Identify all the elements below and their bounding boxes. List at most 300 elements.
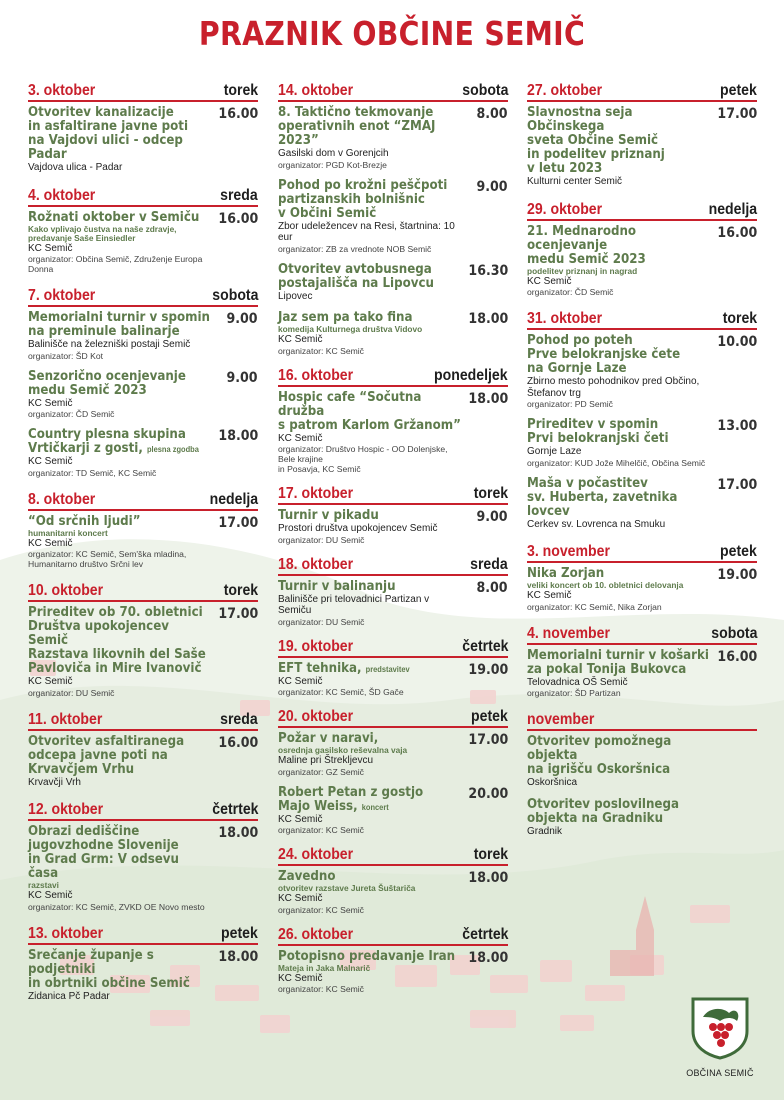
event-time: 18.00 <box>218 948 258 965</box>
day-block <box>28 709 258 789</box>
event-title <box>278 580 463 594</box>
event-location: Krvavčji Vrh <box>28 776 81 788</box>
event-title-line: postajališča na Lipovcu <box>278 275 434 291</box>
event-location: Gradnik <box>527 825 563 837</box>
event-location: Zbirno mesto pohodnikov pred Občino, <box>527 376 700 387</box>
event-title <box>28 825 213 881</box>
event-title <box>28 311 213 339</box>
day-date: 26. oktober <box>278 925 354 943</box>
event-item <box>278 870 508 915</box>
event-title <box>278 950 463 964</box>
day-header <box>28 185 258 207</box>
event-item <box>527 418 757 468</box>
event-title-line: Pavloviča in Mire Ivanovič <box>28 661 202 676</box>
day-block <box>278 365 508 475</box>
event-item <box>278 509 508 545</box>
event-organizer: organizator: KC Semič, ŠD Gače <box>278 687 404 697</box>
day-block <box>278 636 508 698</box>
day-block <box>28 799 258 912</box>
event-title-line: 8. Taktično tekmovanje <box>278 105 434 120</box>
day-weekday: sobota <box>211 287 258 304</box>
day-weekday: petek <box>720 543 757 560</box>
event-organizer: organizator: Občina Semič, Združenje Europa Donna <box>28 254 203 274</box>
event-location: KC Semič <box>278 334 323 345</box>
event-title-line: in podelitev priznanj <box>527 147 665 162</box>
event-organizer: organizator: DU Semič <box>278 616 365 627</box>
event-title-line: na Gornje Laze <box>527 361 627 376</box>
day-header <box>278 924 508 946</box>
event-time: 9.00 <box>476 178 508 195</box>
event-location: Gasilski dom v Gorenjcih <box>278 148 389 159</box>
event-title <box>527 106 712 176</box>
day-date: 24. oktober <box>278 846 354 863</box>
event-title <box>278 662 463 676</box>
day-header <box>527 199 757 221</box>
event-item <box>527 567 757 612</box>
event-title-line: Krvavčjem Vrhu <box>28 761 135 777</box>
event-location: Balinišče pri telovadnici Partizan v Semiču <box>278 593 430 616</box>
event-title-line: na preminule balinarje <box>28 324 180 339</box>
event-location: KC Semič <box>28 890 73 901</box>
day-header <box>527 80 757 102</box>
day-weekday: četrtek <box>211 801 258 818</box>
event-item <box>527 649 757 699</box>
day-block <box>278 80 508 356</box>
event-location: KC Semič <box>278 893 323 904</box>
day-header <box>28 580 258 602</box>
event-organizer: in Posavja, KC Semič <box>278 464 361 474</box>
event-title <box>527 649 712 677</box>
event-title-line: jugovzhodne Slovenije <box>28 838 179 853</box>
day-block <box>278 844 508 915</box>
event-title <box>527 477 712 519</box>
event-title-line: Nika Zorjan <box>527 566 605 581</box>
event-location: KC Semič <box>28 242 73 254</box>
event-time: 9.00 <box>226 311 258 327</box>
event-subtitle: Kako vplivajo čustva na naše zdravje, <box>28 223 177 234</box>
day-date: 18. oktober <box>278 555 354 573</box>
event-subtitle: Mateja in Jaka Malnarič <box>278 962 371 973</box>
event-location: KC Semič <box>527 275 572 287</box>
day-date: november <box>527 711 595 728</box>
day-header <box>278 554 508 576</box>
event-title-line: Memorialni turnir v košarki <box>527 647 709 663</box>
event-title-line: Slavnostna seja Občinskega <box>527 105 633 134</box>
event-title-line: Obrazi dediščine <box>28 824 140 839</box>
event-item <box>278 786 508 836</box>
day-weekday: petek <box>471 708 508 725</box>
event-location: KC Semič <box>278 432 323 444</box>
event-title <box>527 735 712 777</box>
event-time: 17.00 <box>468 732 508 748</box>
event-title-line: Razstava likovnih del Saše <box>28 647 206 662</box>
event-location: KC Semič <box>278 675 323 687</box>
day-block <box>278 706 508 835</box>
day-date: 20. oktober <box>278 708 354 725</box>
day-date: 4. november <box>527 624 610 642</box>
day-weekday: sreda <box>220 186 258 204</box>
event-item <box>527 225 757 298</box>
event-title-line: za pokal Tonija Bukovca <box>527 661 687 677</box>
event-location: Kulturni center Semič <box>527 176 623 187</box>
event-time: 8.00 <box>476 579 508 596</box>
day-block <box>527 199 757 298</box>
event-title-line: “Od srčnih ljudi” <box>28 513 141 529</box>
day-weekday: torek <box>223 582 258 599</box>
event-title <box>278 311 463 325</box>
event-title-line: in Grad Grm: V odsevu časa <box>28 852 180 881</box>
schedule-column-2 <box>278 80 508 1003</box>
event-time: 17.00 <box>218 514 258 531</box>
event-item <box>527 735 757 789</box>
event-title-line: Pohod po krožni peščpoti <box>278 177 448 193</box>
event-subtitle: razstavi <box>28 880 59 890</box>
day-block <box>527 623 757 699</box>
schedule-column-1 <box>28 80 258 1013</box>
day-date: 27. oktober <box>527 82 603 99</box>
event-title-line: Otvoritev avtobusnega <box>278 261 432 277</box>
schedule-column-3 <box>527 80 757 848</box>
event-location: Maline pri Štrekljevcu <box>278 755 374 766</box>
day-header <box>527 623 757 645</box>
event-subtitle-inline: predstavitev <box>365 663 410 674</box>
event-organizer: organizator: KC Semič, ZVKD OE Novo mesto <box>28 901 205 912</box>
day-date: 10. oktober <box>28 582 104 599</box>
event-title <box>28 106 213 162</box>
event-organizer: organizator: KC Semič <box>278 904 364 915</box>
day-date: 29. oktober <box>527 200 603 218</box>
event-title-line: Memorialni turnir v spomin <box>28 310 210 325</box>
event-title-line: Potopisno predavanje Iran <box>278 948 456 964</box>
day-weekday: nedelja <box>209 490 258 508</box>
event-item <box>278 179 508 254</box>
event-title-line: Otvoritev asfaltiranega <box>28 733 185 749</box>
event-item <box>28 311 258 361</box>
logo-caption: OBČINA SEMIČ <box>686 1068 754 1078</box>
event-title <box>278 179 463 221</box>
event-title <box>278 263 463 291</box>
event-time: 16.00 <box>218 106 258 122</box>
event-title-line: Prvi belokranjski četi <box>527 431 669 446</box>
day-weekday: torek <box>473 485 508 502</box>
day-block <box>28 80 258 174</box>
day-weekday: sreda <box>220 710 258 728</box>
day-weekday: četrtek <box>461 637 508 655</box>
event-title-line: Društva upokojencev Semič <box>28 619 169 648</box>
event-subtitle: veliki koncert ob 10. obletnici delovanja <box>527 580 684 590</box>
event-item <box>278 662 508 698</box>
event-title <box>527 567 712 581</box>
day-date: 11. oktober <box>28 710 103 728</box>
event-organizer: organizator: KC Semič, Sem'ška mladina, <box>28 549 187 559</box>
event-time: 18.00 <box>468 949 508 966</box>
day-header <box>28 799 258 821</box>
event-title-line: Turnir v balinanju <box>278 578 396 594</box>
day-block <box>28 489 258 570</box>
day-block <box>278 483 508 545</box>
event-time: 18.00 <box>218 428 258 444</box>
day-weekday: četrtek <box>461 925 508 943</box>
day-weekday: sobota <box>461 82 508 99</box>
event-item <box>278 311 508 356</box>
event-title-line: s patrom Karlom Gržanom” <box>278 417 461 433</box>
day-header <box>278 844 508 866</box>
day-block <box>28 185 258 275</box>
event-item <box>278 950 508 995</box>
event-title-line: Majo Weiss, <box>278 798 358 814</box>
event-title-line: Rožnati oktober v Semiču <box>28 209 200 225</box>
event-item <box>28 211 258 275</box>
event-location: KC Semič <box>28 397 73 409</box>
event-item <box>278 263 508 303</box>
event-organizer: organizator: KC Semič <box>278 984 364 994</box>
event-subtitle-inline: koncert <box>361 801 389 812</box>
event-time: 16.00 <box>717 224 757 241</box>
event-time: 9.00 <box>226 369 258 386</box>
day-date: 14. oktober <box>278 82 354 99</box>
day-block <box>28 580 258 698</box>
event-location: Zbor udeležencev na Resi, štartnina: 10 eur <box>278 220 455 243</box>
day-block <box>28 923 258 1003</box>
event-title <box>28 428 213 456</box>
event-subtitle: podelitev priznanj in nagrad <box>527 265 638 276</box>
day-date: 3. oktober <box>28 82 96 99</box>
event-title <box>278 786 463 814</box>
day-date: 13. oktober <box>28 924 104 942</box>
day-weekday: petek <box>221 924 258 942</box>
event-time: 20.00 <box>468 785 508 802</box>
event-organizer: organizator: KC Semič, Nika Zorjan <box>527 601 662 612</box>
event-title-line: v Občini Semič <box>278 205 377 221</box>
event-title <box>278 106 463 148</box>
event-time: 17.00 <box>717 476 757 493</box>
event-title-line: na Vajdovi ulici - odcep <box>28 133 183 148</box>
event-time: 16.30 <box>468 262 508 279</box>
day-weekday: sobota <box>710 624 757 642</box>
event-title-line: Country plesna skupina <box>28 427 186 442</box>
day-header <box>278 80 508 102</box>
event-title <box>28 211 213 225</box>
event-subtitle: komedija Kulturnega društva Vidovo <box>278 324 423 334</box>
day-header <box>28 285 258 307</box>
event-time: 8.00 <box>476 106 508 122</box>
day-weekday: torek <box>223 82 258 99</box>
event-location: KC Semič <box>28 676 73 687</box>
event-title-line: medu Semič 2023 <box>527 251 646 267</box>
event-subtitle-inline: plesna zgodba <box>146 444 199 454</box>
day-date: 16. oktober <box>278 366 354 384</box>
event-location: KC Semič <box>527 590 572 601</box>
event-title-line: Maša v počastitev <box>527 475 648 491</box>
event-title-line: Prireditev v spomin <box>527 417 659 432</box>
event-item <box>278 580 508 627</box>
event-title <box>28 949 213 991</box>
event-title-line: Otvoritev poslovilnega <box>527 796 679 812</box>
day-block <box>527 308 757 530</box>
day-header <box>278 365 508 387</box>
event-title <box>527 798 712 826</box>
event-time: 18.00 <box>218 825 258 841</box>
event-title-line: EFT tehnika, <box>278 660 362 676</box>
day-weekday: sreda <box>470 555 508 573</box>
event-subtitle: predavanje Saše Einsiedler <box>28 232 136 243</box>
event-title-line: sveta Občine Semič <box>527 133 659 148</box>
event-title-line: Pohod po poteh <box>527 333 633 348</box>
day-weekday: nedelja <box>708 200 757 218</box>
event-time: 13.00 <box>717 418 757 434</box>
event-time: 19.00 <box>468 661 508 678</box>
event-title-line: in asfaltirane javne poti <box>28 119 189 134</box>
event-location: Cerkev sv. Lovrenca na Smuku <box>527 518 666 530</box>
event-item <box>28 370 258 420</box>
event-organizer: organizator: PGD Kot-Brezje <box>278 159 387 170</box>
event-location: KC Semič <box>278 972 323 984</box>
event-title-line: odcepa javne poti na <box>28 747 168 763</box>
day-block <box>278 554 508 627</box>
event-item <box>278 106 508 170</box>
event-time: 17.00 <box>218 606 258 622</box>
event-location: Gornje Laze <box>527 446 582 457</box>
event-organizer: organizator: ŠD Partizan <box>527 688 621 698</box>
event-title-line: v letu 2023 <box>527 161 603 176</box>
event-item <box>527 106 757 188</box>
event-title-line: Jaz sem pa tako fina <box>278 310 413 325</box>
event-title-line: Otvoritev kanalizacije <box>28 105 174 120</box>
day-header <box>278 706 508 728</box>
day-date: 4. oktober <box>28 186 96 204</box>
event-title-line: sv. Huberta, zavetnika lovcev <box>527 489 678 519</box>
event-organizer: organizator: GZ Semič <box>278 766 364 777</box>
event-organizer: organizator: ČD Semič <box>28 409 115 419</box>
event-title-line: Prireditev ob 70. obletnici <box>28 605 203 620</box>
day-header <box>527 709 757 731</box>
event-title-line: Robert Petan z gostjo <box>278 784 424 800</box>
day-block <box>527 80 757 188</box>
event-location: KC Semič <box>28 537 73 549</box>
event-title-line: Prve belokranjske čete <box>527 347 681 362</box>
event-location: Vajdova ulica - Padar <box>28 162 123 173</box>
day-date: 12. oktober <box>28 801 104 818</box>
event-title <box>28 515 213 529</box>
event-location: Zidanica Pč Padar <box>28 990 110 1002</box>
event-title <box>278 870 463 884</box>
day-header <box>278 636 508 658</box>
event-location: Oskoršnica <box>527 777 578 788</box>
event-title-line: operativnih enot “ZMAJ 2023” <box>278 119 436 148</box>
event-item <box>28 606 258 698</box>
day-date: 8. oktober <box>28 490 96 508</box>
day-date: 7. oktober <box>28 287 96 304</box>
day-weekday: torek <box>722 310 757 327</box>
event-title-line: Zavedno <box>278 869 336 884</box>
event-time: 10.00 <box>717 334 757 350</box>
event-location: Telovadnica OŠ Semič <box>527 676 628 688</box>
event-item <box>527 798 757 838</box>
event-organizer: organizator: DU Semič <box>278 534 365 545</box>
event-title-line: Padar <box>28 147 67 162</box>
day-block <box>527 709 757 837</box>
event-title-line: na igrišču Oskoršnica <box>527 762 671 777</box>
event-subtitle: osrednja gasilsko reševalna vaja <box>278 745 408 755</box>
day-header <box>28 709 258 731</box>
day-date: 3. november <box>527 543 610 560</box>
day-block <box>527 541 757 612</box>
event-time: 18.00 <box>468 870 508 886</box>
event-location: Lipovec <box>278 290 313 302</box>
event-title <box>28 370 213 398</box>
event-time: 16.00 <box>218 210 258 227</box>
event-time: 16.00 <box>717 648 757 665</box>
page-title: PRAZNIK OBČINE SEMIČ <box>198 14 586 53</box>
event-item <box>28 825 258 912</box>
event-organizer: Humanitarno društvo Srčni lev <box>28 559 144 569</box>
event-title-line: medu Semič 2023 <box>28 382 147 398</box>
event-time: 17.00 <box>717 106 757 122</box>
day-weekday: torek <box>473 846 508 863</box>
event-organizer: organizator: ČD Semič <box>527 287 614 297</box>
event-title <box>28 735 213 777</box>
event-title-line: in obrtniki občine Semič <box>28 975 190 991</box>
event-organizer: organizator: DU Semič <box>28 687 115 698</box>
event-subtitle: otvoritev razstave Jureta Šuštariča <box>278 883 416 893</box>
event-title <box>527 334 712 376</box>
event-title <box>278 391 463 433</box>
day-date: 19. oktober <box>278 637 354 655</box>
event-item <box>28 106 258 174</box>
obcina-semic-logo-icon <box>689 995 751 1060</box>
event-time: 18.00 <box>468 390 508 407</box>
day-header <box>28 489 258 511</box>
day-header <box>527 541 757 563</box>
event-item <box>527 477 757 531</box>
event-item <box>527 334 757 409</box>
event-time: 18.00 <box>468 311 508 327</box>
day-weekday: petek <box>720 82 757 99</box>
event-title-line: 21. Mednarodno ocenjevanje <box>527 223 637 253</box>
event-time: 9.00 <box>476 509 508 525</box>
event-location: Balinišče na železniški postaji Semič <box>28 339 191 350</box>
event-title-line: Vrtičkarji z gosti, <box>28 441 143 456</box>
event-organizer: organizator: Društvo Hospic - OO Dolenjske, Bele krajine <box>278 444 448 464</box>
event-location: Prostori društva upokojencev Semič <box>278 523 438 534</box>
event-organizer: organizator: KUD Jože Mihelčič, Občina Semič <box>527 457 706 468</box>
event-title-line: Turnir v pikadu <box>278 508 379 523</box>
event-title <box>527 225 712 267</box>
day-block <box>28 285 258 478</box>
event-item <box>28 428 258 478</box>
event-title <box>28 606 213 676</box>
event-organizer: organizator: PD Semič <box>527 399 613 409</box>
event-organizer: organizator: TD Semič, KC Semič <box>28 467 157 478</box>
day-date: 31. oktober <box>527 310 603 327</box>
event-time: 16.00 <box>218 734 258 751</box>
day-header <box>28 923 258 945</box>
event-organizer: organizator: ZB za vrednote NOB Semič <box>278 243 432 254</box>
event-title <box>278 509 463 523</box>
event-title-line: partizanskih bolnišnic <box>278 191 425 207</box>
event-title-line: objekta na Gradniku <box>527 810 664 826</box>
event-location: KC Semič <box>28 456 73 467</box>
day-header <box>28 80 258 102</box>
event-time: 19.00 <box>717 567 757 583</box>
event-title-line: Senzorično ocenjevanje <box>28 368 186 384</box>
event-item <box>278 732 508 777</box>
day-header <box>527 308 757 330</box>
event-subtitle: humanitarni koncert <box>28 527 108 538</box>
day-header <box>278 483 508 505</box>
event-organizer: organizator: KC Semič <box>278 825 364 835</box>
event-organizer: organizator: ŠD Kot <box>28 350 103 361</box>
